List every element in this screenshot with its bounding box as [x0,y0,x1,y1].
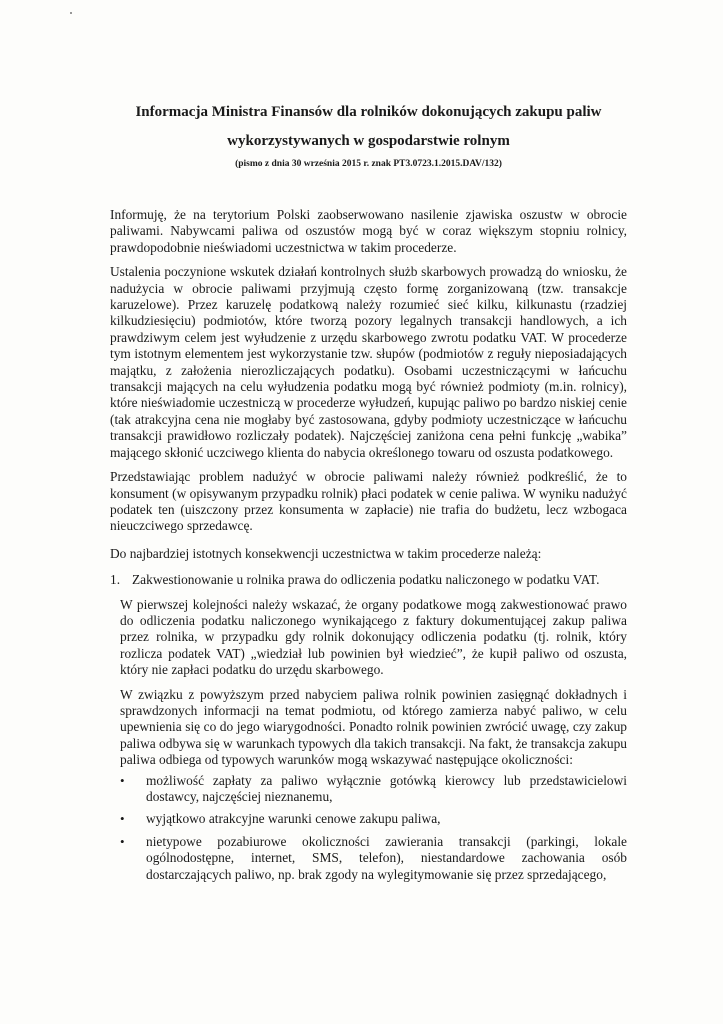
bullet-icon: • [120,833,125,849]
numbered-item-1 [110,572,627,588]
document-title: Informacja Ministra Finansów dla rolników dokonujących zakupu paliw wykorzystywanych w gospodarstwie rolnym [135,104,602,149]
list-number: 1. [110,572,121,588]
bullet-icon: • [120,772,125,788]
bullet-icon: • [120,811,125,827]
paragraph-zwiazek: W związku z powyższym przed nabyciem paliwa rolnik powinien zasięgnąć dokładnych i sprawdzonych informacji na temat podmiotu, od którego zamierza nabyć paliwo, w celu upewnienia się co do jego wiarygodności. Ponadto rolnik powinien zwrócić uwagę, czy zakup paliwa odbywa się w warunkach typowych dla takich transakcji. Na fakt, że transakcja zakupu paliwa odbiega od typowych warunków mogą wskazywać następujące okoliczności: [120,686,627,768]
list-item-body [120,597,627,769]
list-item-text: Zakwestionowanie u rolnika prawa do odliczenia podatku naliczonego w podatku VAT. [132,572,600,588]
document-subtitle: (pismo z dnia 30 września 2015 r. znak PT3.0723.1.2015.DAV/132) [235,159,502,169]
paragraph-karuzela: Ustalenia poczynione wskutek działań kontrolnych służb skarbowych prowadzą do wniosku, że nadużycia w obrocie paliwami przyjmują często formę zorganizowaną (tzw. transakcje karuzelowe). Przez karuzelę podatkową należy rozumieć sieć kilku, kilkunastu (rzadziej kilkudziesięciu) podmiotów, które tworzą pozory legalnych transakcji handlowych, a ich prawdziwym celem jest wyłudzenie z urzędu skarbowego zwrotu podatku VAT. W procederze tym istotnym elementem jest wykorzystanie tzw. słupów (podmiotów z reguły nieposiadających majątku, z założenia nierozliczających podatku). Osobami uczestniczącymi w łańcuchu transakcji mających na celu wyłudzenia podatku mogą być również podmioty (m.in. rolnicy), które nieświadomie uczestniczą w procederze wyłudzeń, kupując paliwo po bardzo niskiej cenie (tak atrakcyjna cena nie mogłaby być zastosowana, gdyby podmioty uczestniczące w łańcuchu transakcji prawidłowo rozliczały podatek). Najczęściej zaniżona cena pełni funkcję „wabika” mającego skłonić uczciwego klienta do nabycia określonego towaru od oszusta podatkowego. [110,264,627,460]
scan-speck [70,12,72,14]
bullet-text: możliwość zapłaty za paliwo wyłącznie gotówką kierowcy lub przedstawicielowi dostawcy, najczęściej nieznanemu, [146,772,627,804]
circumstances-list [120,773,627,883]
paragraph-consequences: Do najbardziej istotnych konsekwencji uczestnictwa w takim procederze należą: [110,545,542,561]
paragraph-problem: Przedstawiając problem nadużyć w obrocie paliwami należy również podkreślić, że to konsument (w opisywanym przypadku rolnik) płaci podatek w cenie paliwa. W wyniku nadużyć podatek ten (uiszczony przez konsumenta w zapłacie) nie trafia do budżetu, lecz wzbogaca nieuczciwego sprzedawcę. [110,469,627,534]
list-item [120,834,627,883]
list-item [120,773,627,806]
paragraph-intro: Informuję, że na terytorium Polski zaobserwowano nasilenie zjawiska oszustw w obrocie paliwami. Nabywcami paliwa od oszustów mogą być w coraz większym stopniu rolnicy, prawdopodobnie nieświadomi uczestnictwa w takim procederze. [110,207,627,255]
bullet-text: wyjątkowo atrakcyjne warunki cenowe zakupu paliwa, [146,811,441,827]
bullet-text: nietypowe pozabiurowe okoliczności zawierania transakcji (parkingi, lokale ogólnodostępne, internet, SMS, telefon), niestandardowe zachowania osób dostarczających paliwo, np. brak zgody na wylegitymowanie się przez sprzedającego, [146,833,627,882]
paragraph-odliczenie: W pierwszej kolejności należy wskazać, że organy podatkowe mogą zakwestionować prawo do odliczenia podatku naliczonego wynikającego z faktury dokumentującej zakup paliwa przez rolnika, w przypadku gdy rolnik dokonujący odliczenia podatku (tj. rolnik, który rozlicza podatek VAT) „wiedział lub powinien był wiedzieć”, że kupił paliwo od oszusta, który nie zapłaci podatku do urzędu skarbowego. [120,596,627,678]
list-item [120,811,627,827]
